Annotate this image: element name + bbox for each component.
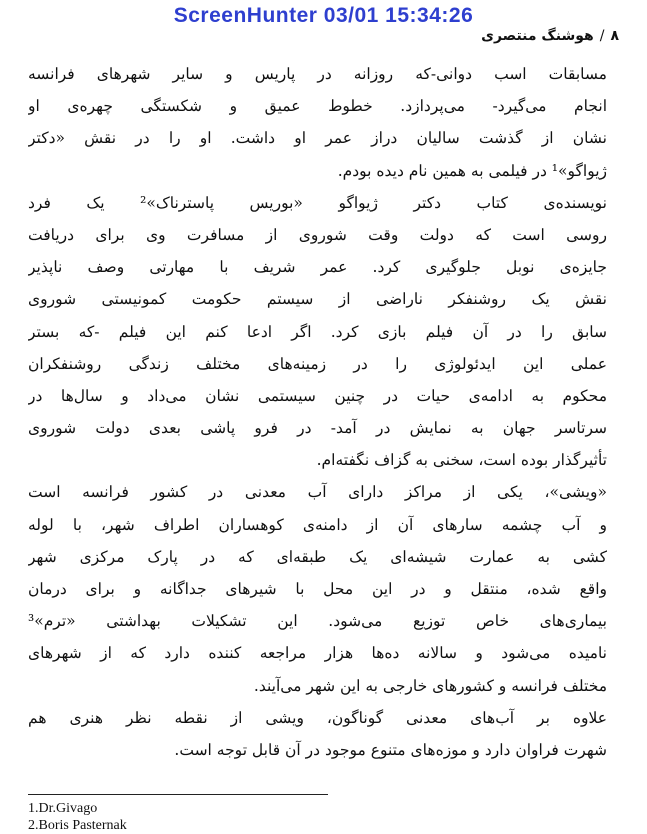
text-line: علاوه بر آب‌های معدنی گوناگون، ویشی از نقطه نظر هنری هم	[28, 708, 607, 727]
text-line: تأثیرگذار بوده است، سخنی به گزاف نگفته‌ام.	[316, 451, 607, 470]
text-line: مسابقات اسب دوانی-که روزانه در پاریس و سایر شهرهای فرانسه	[28, 65, 607, 83]
page-number: ۸	[610, 28, 619, 44]
text-line: کشی به عمارت شیشه‌ای یک طبقه‌ای که در پارک مرکزی شهر	[28, 547, 607, 566]
text-line: بیماری‌های خاص توزیع می‌شود. این تشکیلات بهداشتی «ترم»³	[28, 612, 607, 631]
text-line: ژیواگو»¹ در فیلمی به همین نام دیده بودم.	[337, 161, 607, 180]
footnotes	[28, 800, 127, 834]
author-name: هوشنگ منتصری	[481, 28, 594, 44]
header-separator: /	[599, 28, 605, 44]
footnote-item: 2.Boris Pasternak	[28, 818, 127, 833]
body-text	[28, 58, 607, 766]
text-line: واقع شده، منتقل و در این محل با شیرهای جداگانه و برای درمان	[28, 580, 607, 598]
text-line: سابق را در آن فیلم بازی کرد. اگر ادعا کنم این فیلم -که بستر	[28, 322, 607, 341]
text-line: شهرت فراوان دارد و موزه‌های متنوع موجود در آن قابل توجه است.	[174, 740, 607, 759]
text-line: محکوم به ادامه‌ی حیات در چنین سیستمی نشان می‌داد و سال‌ها در	[28, 386, 607, 405]
text-line: نشان از گذشت سالیان دراز عمر او داشت. او را در نقش «دکتر	[28, 129, 607, 148]
text-line: نامیده می‌شود و سالانه ده‌ها هزار مراجعه کننده دارد که از شهرهای	[28, 644, 607, 663]
screenhunter-watermark: ScreenHunter 03/01 15:34:26	[173, 4, 474, 27]
text-line: «ویشی»، یکی از مراکز دارای آب معدنی در کشور فرانسه است	[28, 483, 607, 502]
page-header	[481, 28, 619, 44]
footnote-divider	[28, 794, 328, 795]
footnote-item: 1.Dr.Givago	[28, 801, 98, 816]
text-line: نویسنده‌ی کتاب دکتر ژیواگو «بوریس پاسترناک»² یک فرد	[28, 193, 607, 212]
text-line: و آب چشمه سارهای آن از دامنه‌ی کوهساران اطراف شهر، با لوله	[28, 515, 607, 534]
text-line: سرتاسر جهان به نمایش در آمد- در فرو پاشی بعدی دولت شوروی	[28, 419, 607, 438]
text-line: جایزه‌ی نوبل جلوگیری کرد. عمر شریف با مهارتی وصف ناپذیر	[28, 258, 607, 277]
text-line: روسی است که دولت وقت شوروی از مسافرت وی برای دریافت	[28, 225, 607, 244]
text-line: انجام می‌گیرد- می‌پردازد. خطوط عمیق و شکستگی چهره‌ی او	[28, 97, 607, 116]
text-line: نقش یک روشنفکر ناراضی از سیستم حکومت کمونیستی شوروی	[28, 290, 607, 309]
text-line: مختلف فرانسه و کشورهای خارجی به این شهر می‌آیند.	[253, 676, 607, 695]
text-line: عملی این ایدئولوژی را در زمینه‌های مختلف زندگی روشنفکران	[28, 354, 607, 373]
